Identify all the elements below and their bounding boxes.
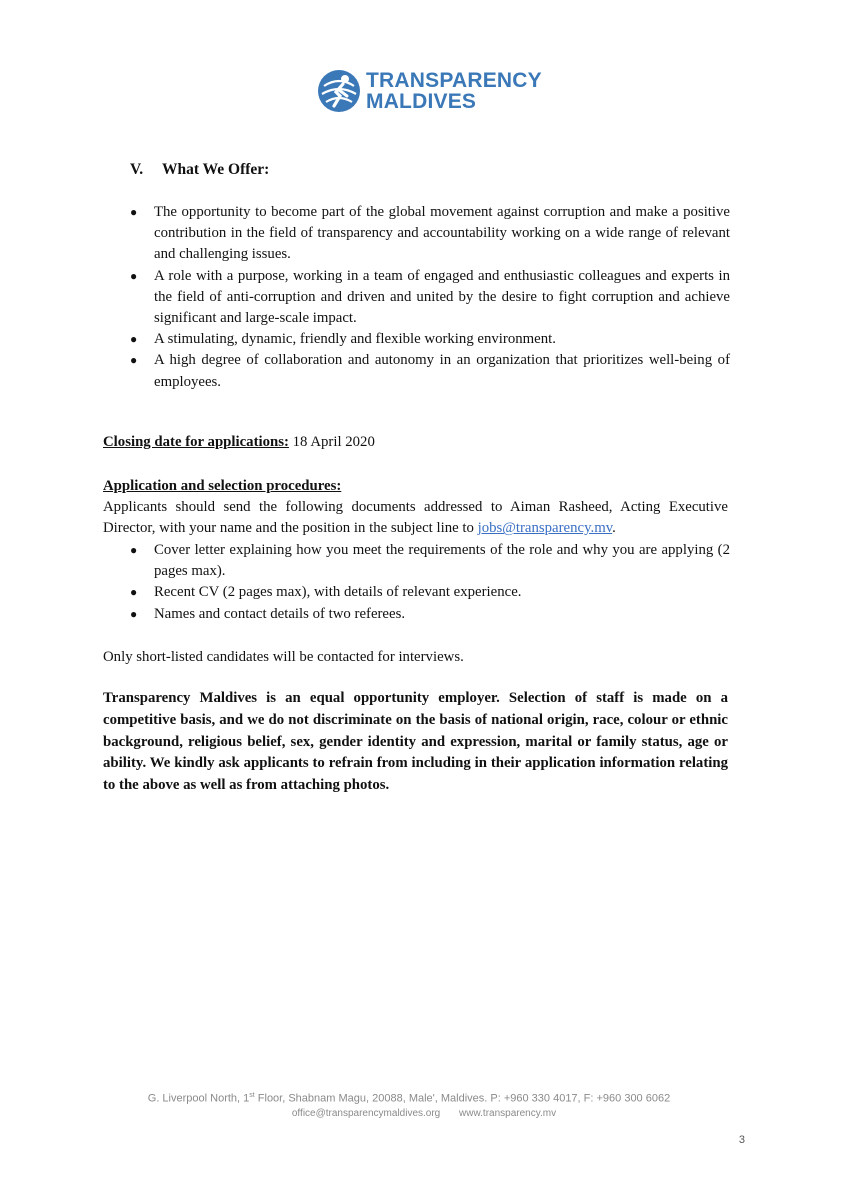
footer-address-start: G. Liverpool North, 1	[147, 1092, 250, 1105]
list-item	[130, 329, 730, 350]
documents-list	[130, 540, 730, 625]
section-number: V.	[130, 161, 144, 178]
equal-opportunity-statement: Transparency Maldives is an equal opportunity employer. Selection of staff is made on a competitive basis, and we do not discriminate on the basis of national origin, race, colour or ethnic background, religious belief, sex, gender identity and expression, marital or family status, age or ability. We kindly ask applicants to refrain from including in their application information relating to the above as well as from attaching photos.	[103, 690, 728, 794]
bullet-icon: ●	[130, 268, 138, 283]
bullet-icon: ●	[130, 606, 138, 621]
procedures-intro-text: Applicants should send the following documents addressed to Aiman Rasheed, Acting Executive Director, with your name and the position in the subject line to	[103, 499, 728, 537]
bullet-icon: ●	[130, 543, 138, 557]
section-title: What We Offer:	[162, 161, 270, 178]
list-item	[130, 266, 730, 330]
bullet-icon: ●	[130, 585, 138, 600]
list-item	[130, 202, 730, 266]
procedures-heading: Application and selection procedures:	[103, 478, 342, 494]
page-number: 3	[738, 1134, 745, 1146]
closing-date-value: 18 April 2020	[292, 434, 375, 450]
procedures-intro-end: .	[612, 520, 616, 537]
procedures-intro	[103, 497, 728, 540]
footer-address-end: Floor, Shabnam Magu, 20088, Male', Maldives. P: +960 330 4017, F: +960 300 6062	[254, 1092, 671, 1105]
list-item-text: A high degree of collaboration and autonomy in an organization that prioritizes well-being of employees.	[154, 352, 730, 390]
list-item-text: Recent CV (2 pages max), with details of relevant experience.	[154, 584, 522, 601]
list-item	[130, 604, 730, 625]
closing-date	[103, 432, 375, 453]
offer-list	[130, 202, 730, 393]
closing-date-label: Closing date for applications:	[103, 434, 289, 450]
footer-email[interactable]: office@transparencymaldives.org	[291, 1107, 441, 1119]
bullet-icon: ●	[130, 353, 138, 368]
bullet-icon: ●	[130, 332, 138, 347]
logo-line-1: TRANSPARENCY	[366, 69, 542, 92]
footer-address-sup: st	[249, 1092, 255, 1099]
footer-address	[0, 1088, 848, 1107]
footer-contact	[0, 1107, 848, 1121]
footer-website[interactable]: www.transparency.mv	[459, 1107, 557, 1119]
list-item	[130, 350, 730, 392]
list-item-text: The opportunity to become part of the global movement against corruption and make a positive contribution in the field of transparency and accountability working on a wide range of relevant and challenging issues.	[154, 204, 730, 263]
list-item	[130, 582, 730, 603]
list-item	[130, 540, 730, 582]
logo-line-2: MALDIVES	[366, 90, 477, 113]
bullet-icon: ●	[130, 205, 138, 219]
section-heading	[130, 161, 269, 179]
list-item-text: Cover letter explaining how you meet the requirements of the role and why you are applying (2 pages max).	[154, 542, 730, 580]
list-item-text: Names and contact details of two referees.	[154, 605, 406, 622]
transparency-maldives-logo	[316, 68, 542, 114]
list-item-text: A stimulating, dynamic, friendly and flexible working environment.	[154, 331, 556, 348]
page-footer	[0, 1088, 848, 1121]
globe-person-icon	[316, 68, 362, 114]
logo-text	[366, 70, 542, 112]
jobs-email-link[interactable]: jobs@transparency.mv	[477, 520, 613, 537]
list-item-text: A role with a purpose, working in a team of engaged and enthusiastic colleagues and experts in the field of anti-corruption and driven and united by the desire to fight corruption and achieve significant and large-scale impact.	[154, 267, 730, 327]
shortlist-note: Only short-listed candidates will be contacted for interviews.	[103, 649, 464, 665]
